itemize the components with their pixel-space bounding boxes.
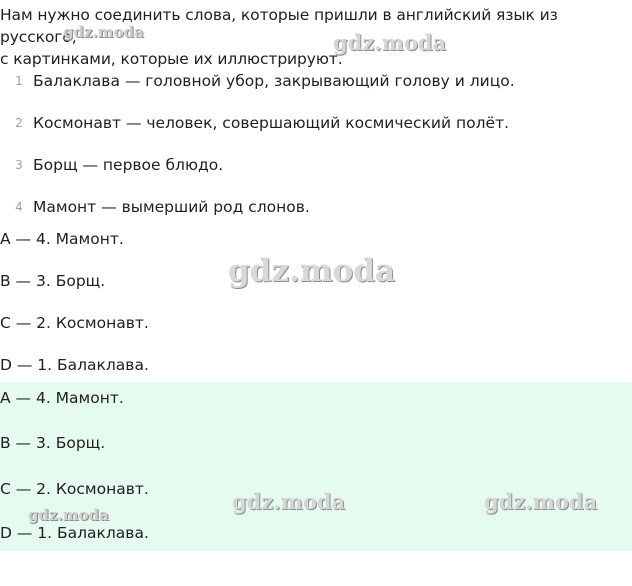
list-item-number: 4 bbox=[15, 200, 23, 214]
answer-line: D — 1. Балаклава. bbox=[0, 524, 149, 542]
match-line: A — 4. Мамонт. bbox=[0, 230, 124, 248]
watermark: gdz.moda bbox=[232, 489, 346, 514]
list-item-number: 3 bbox=[15, 158, 23, 172]
watermark: gdz.moda bbox=[228, 253, 395, 289]
list-item-text: Борщ — первое блюдо. bbox=[33, 156, 224, 174]
watermark: gdz.moda bbox=[28, 506, 109, 524]
intro-line-1: Нам нужно соединить слова, которые пришли в английский язык из русского, bbox=[0, 6, 558, 46]
match-line: B — 3. Борщ. bbox=[0, 272, 106, 290]
watermark: gdz.moda bbox=[63, 23, 144, 41]
answer-line: B — 3. Борщ. bbox=[0, 434, 106, 452]
list-item-text: Космонавт — человек, совершающий космический полёт. bbox=[33, 114, 510, 132]
match-line: C — 2. Космонавт. bbox=[0, 314, 149, 332]
list-item-text: Мамонт — вымерший род слонов. bbox=[33, 198, 310, 216]
watermark: gdz.moda bbox=[484, 489, 598, 514]
intro-line-2: с картинками, которые их иллюстрируют. bbox=[0, 50, 343, 68]
list-item-text: Балаклава — головной убор, закрывающий голову и лицо. bbox=[33, 72, 515, 90]
answer-line: C — 2. Космонавт. bbox=[0, 480, 149, 498]
answer-line: A — 4. Мамонт. bbox=[0, 389, 124, 407]
list-item-number: 2 bbox=[15, 116, 23, 130]
watermark: gdz.moda bbox=[333, 30, 447, 55]
list-item-number: 1 bbox=[15, 74, 23, 88]
match-line: D — 1. Балаклава. bbox=[0, 356, 149, 374]
